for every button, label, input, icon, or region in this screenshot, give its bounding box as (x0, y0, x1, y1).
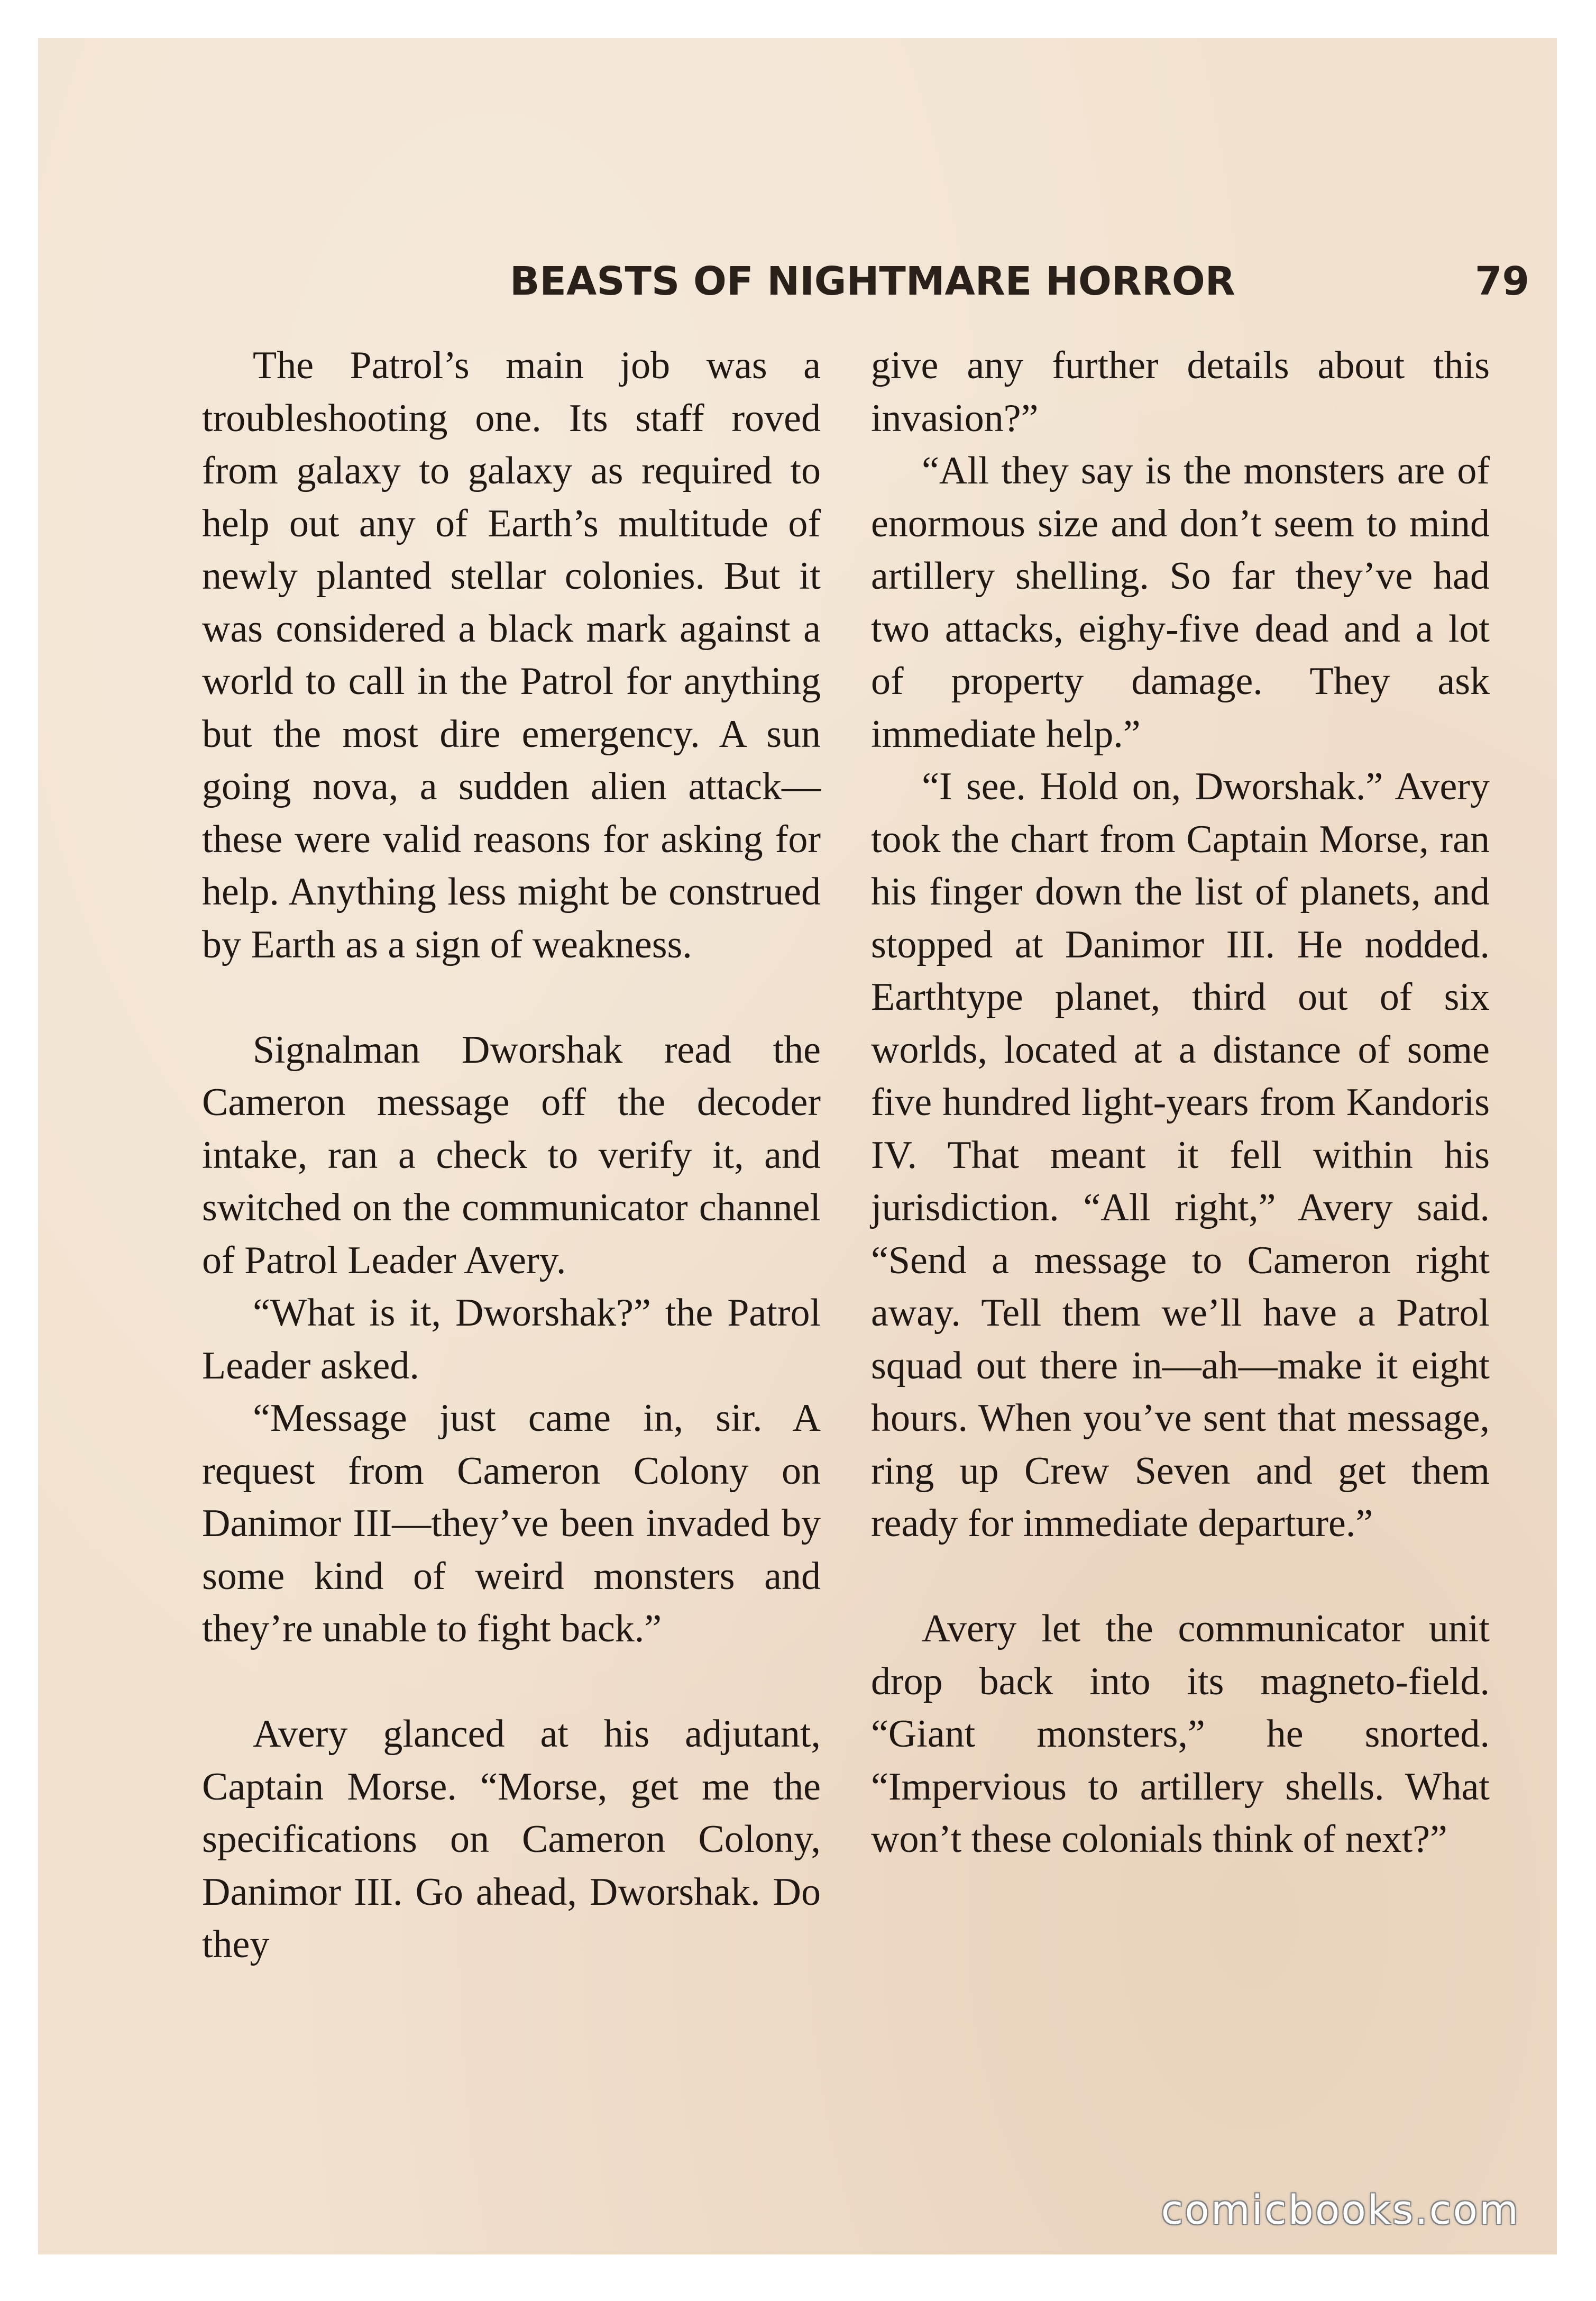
paragraph: “What is it, Dworshak?” the Patrol Leader asked. (202, 1291, 821, 1387)
paragraph: give any further details about this invasion?” (871, 344, 1490, 440)
paragraph: Avery glanced at his adjutant, Captain Morse. “Morse, get me the specifications on Cameron Colony, Danimor III. Go ahead, Dworshak. Do they (202, 1712, 821, 1966)
running-title: BEASTS OF NIGHTMARE HORROR (510, 259, 1235, 304)
page-number: 79 (1475, 259, 1529, 304)
paragraph: “I see. Hold on, Dworshak.” Avery took the chart from Captain Morse, ran his finger down the list of planets, and stopped at Danimor III. He nodded. Earthtype planet, third out of six worlds, located at a distance of some five hundred light-years from Kandoris IV. That meant it fell within his jurisdiction. “All right,” Avery said. “Send a message to Cameron right away. Tell them we’ll have a Patrol squad out there in—ah—make it eight hours. When you’ve sent that message, ring up Crew Seven and get them ready for immediate departure.” (871, 765, 1490, 1545)
paragraph: “Message just came in, sir. A request from Cameron Colony on Danimor III—they’ve been invaded by some kind of weird monsters and they’re unable to fight back.” (202, 1396, 821, 1650)
section-break (202, 1656, 821, 1709)
paragraph: Avery let the communicator unit drop back into its magneto-field. “Giant monsters,” he snorted. “Impervious to artillery shells. What won’t these colonials think of next?” (871, 1607, 1490, 1861)
section-break (202, 971, 821, 1024)
running-head (197, 250, 1529, 313)
book-page (38, 38, 1557, 2254)
section-break (871, 1550, 1490, 1603)
paragraph: Signalman Dworshak read the Cameron message off the decoder intake, ran a check to verify it, and switched on the communicator channel of Patrol Leader Avery. (202, 1028, 821, 1282)
watermark: comicbooks.com (1161, 2186, 1520, 2233)
paragraph: “All they say is the monsters are of enormous size and don’t seem to mind artillery shelling. So far they’ve had two attacks, eighy-five dead and a lot of property damage. They ask immediate help.” (871, 449, 1490, 756)
left-column (202, 340, 821, 1971)
paragraph: The Patrol’s main job was a troubleshooting one. Its staff roved from galaxy to galaxy as required to help out any of Earth’s multitude of newly planted stellar colonies. But it was considered a black mark against a world to call in the Patrol for anything but the most dire emergency. A sun going nova, a sudden alien attack—these were valid reasons for asking for help. Anything less might be construed by Earth as a sign of weakness. (202, 344, 821, 966)
right-column (871, 340, 1490, 1866)
